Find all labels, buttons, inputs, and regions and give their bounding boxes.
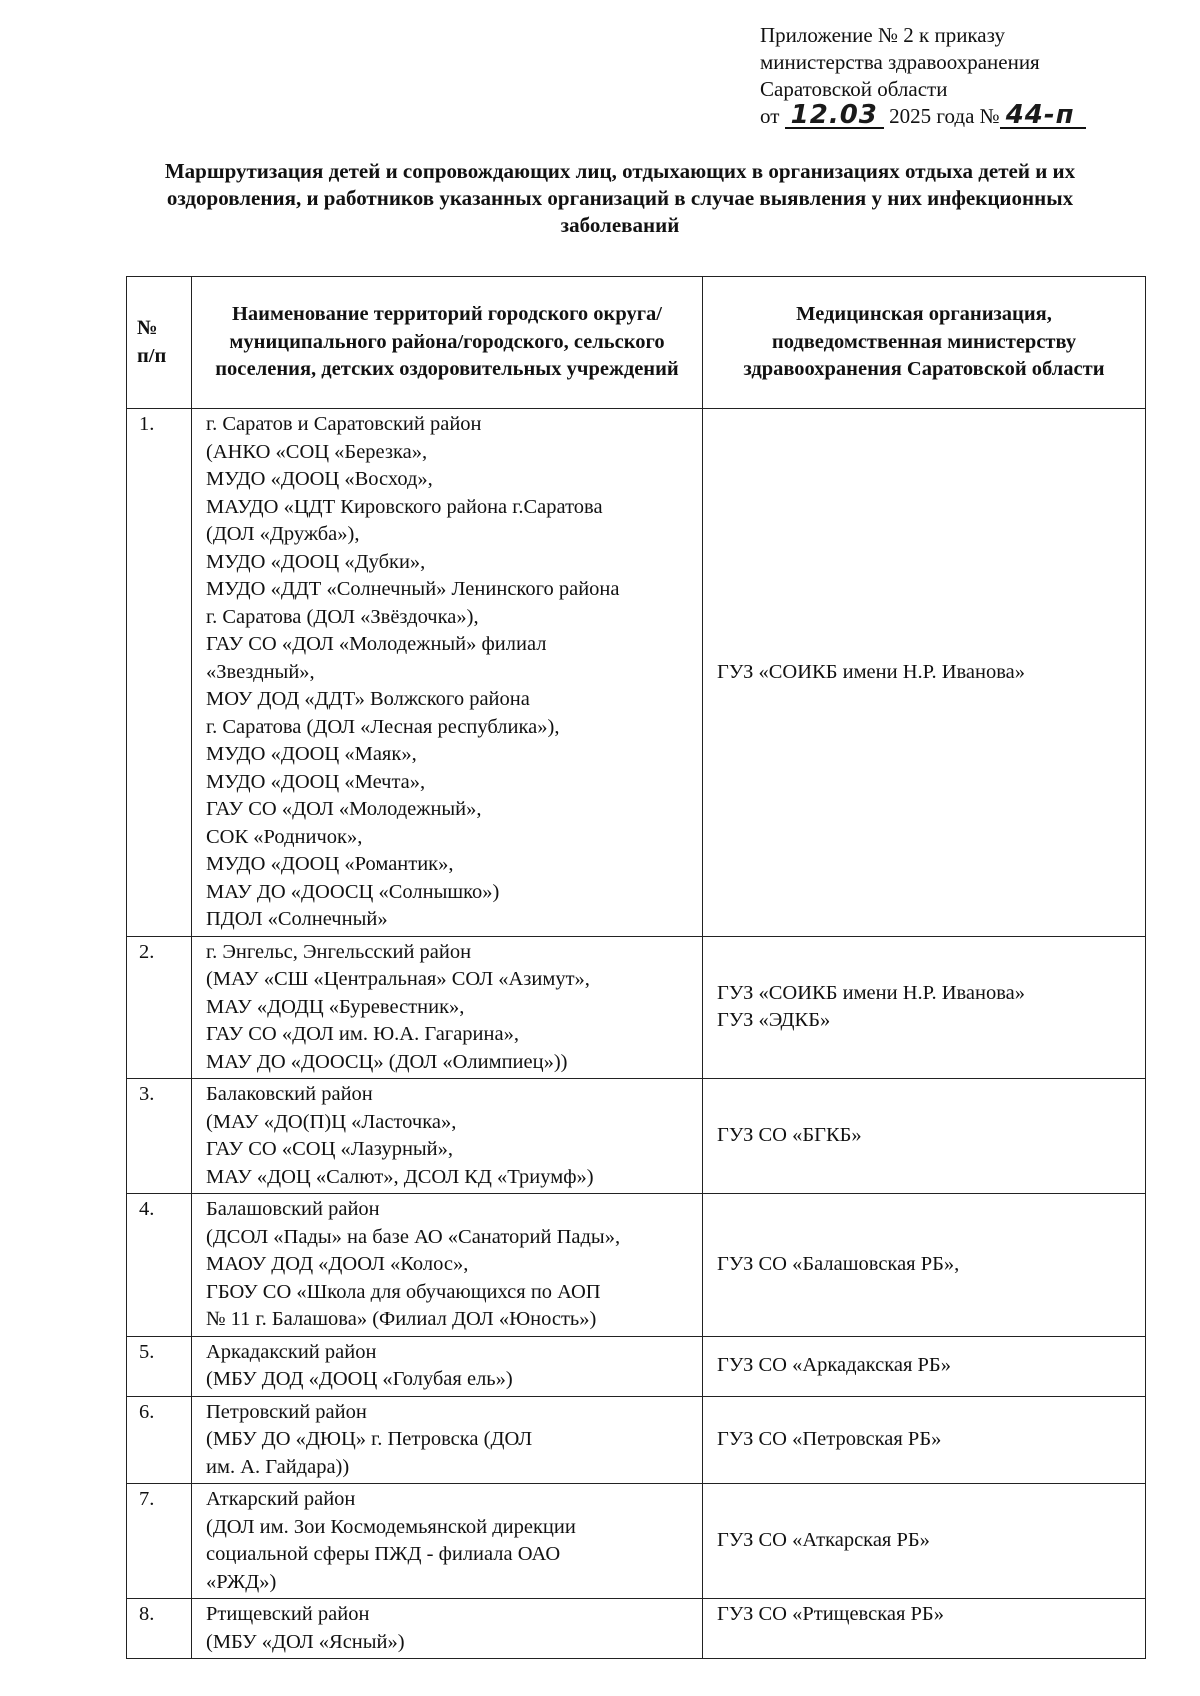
row-territory [192, 1599, 703, 1659]
row-territory [192, 1194, 703, 1337]
medical-organization-line: ГУЗ СО «Аркадакская РБ» [717, 1354, 951, 1377]
table-row [127, 1396, 1146, 1484]
row-territory [192, 1079, 703, 1194]
territory-line: Балаковский район [206, 1083, 373, 1105]
territory-line: (МАУ «СШ «Центральная» СОЛ «Азимут», [206, 968, 590, 990]
row-medical-organization [703, 1194, 1146, 1337]
handwritten-date: 12.03 [785, 103, 884, 129]
routing-table [126, 276, 1146, 1659]
table-row [127, 1194, 1146, 1337]
territory-line: ГАУ СО «ДОЛ им. Ю.А. Гагарина», [206, 1023, 519, 1045]
annex-line-2: министерства здравоохранения [760, 50, 1040, 74]
row-medical-organization [703, 1396, 1146, 1484]
territory-line: МУДО «ДООЦ «Восход», [206, 468, 433, 490]
row-number: 5. [127, 1336, 192, 1396]
territory-line: г. Саратова (ДОЛ «Звёздочка»), [206, 605, 479, 628]
territory-line: МУДО «ДООЦ «Маяк», [206, 743, 417, 765]
annex-order-line [760, 100, 1120, 130]
territory-line: Аткарский район [206, 1488, 356, 1510]
row-territory [192, 1336, 703, 1396]
medical-organization-line: ГУЗ СО «Петровская РБ» [717, 1428, 942, 1450]
row-territory [192, 1396, 703, 1484]
table-row [127, 1079, 1146, 1194]
medical-organization-line: ГУЗ «ЭДКБ» [717, 1009, 831, 1032]
row-medical-organization [703, 1484, 1146, 1599]
territory-line: (МБУ ДОД «ДООЦ «Голубая ель») [206, 1368, 513, 1390]
territory-line: МУДО «ДДТ «Солнечный» Ленинского района [206, 578, 620, 600]
territory-line: МАУ «ДОДЦ «Буревестник», [206, 995, 465, 1018]
territory-line: ГБОУ СО «Школа для обучающихся по АОП [206, 1280, 601, 1303]
territory-line: (МАУ «ДО(П)Ц «Ласточка», [206, 1110, 457, 1133]
territory-line: (МБУ «ДОЛ «Ясный») [206, 1630, 405, 1653]
territory-line: МАУ ДО «ДООСЦ» (ДОЛ «Олимпиец»)) [206, 1050, 568, 1073]
header-medical [703, 277, 1146, 409]
territory-line: социальной сферы ПЖД - филиала ОАО [206, 1543, 561, 1565]
territory-line: ГАУ СО «ДОЛ «Молодежный» филиал [206, 633, 547, 655]
table-row [127, 936, 1146, 1079]
territory-line: г. Саратова (ДОЛ «Лесная республика»), [206, 715, 560, 738]
header-territory-text: Наименование территорий городского округа/ муниципального района/городского, сельского поселения, детских оздоровительных учреждений [215, 303, 679, 381]
row-territory [192, 409, 703, 937]
document-title: Маршрутизация детей и сопровождающих лиц, отдыхающих в организациях отдыха детей и их оздоровления, и работников указанных организаций в случае выявления у них инфекционных заболеваний [164, 159, 1076, 237]
territory-line: Балашовский район [206, 1198, 380, 1220]
territory-line: СОК «Родничок», [206, 825, 363, 848]
annex-header [760, 22, 1120, 130]
row-number: 8. [127, 1599, 192, 1659]
territory-line: МУДО «ДООЦ «Романтик», [206, 853, 454, 875]
annex-year-label: 2025 года № [889, 104, 1000, 128]
medical-organization-line: ГУЗ «СОИКБ имени Н.Р. Иванова» [717, 660, 1026, 683]
territory-line: МАУ «ДОЦ «Салют», ДСОЛ КД «Триумф») [206, 1165, 594, 1188]
table-row [127, 1599, 1146, 1659]
territory-line: Ртищевский район [206, 1603, 370, 1625]
medical-organization-line: ГУЗ СО «Ртищевская РБ» [717, 1603, 944, 1625]
territory-line: «Звездный», [206, 660, 315, 683]
territory-line: ГАУ СО «ДОЛ «Молодежный», [206, 798, 482, 820]
medical-organization-line: ГУЗ СО «БГКБ» [717, 1124, 862, 1147]
territory-line: г. Энгельс, Энгельсский район [206, 940, 472, 963]
territory-line: ГАУ СО «СОЦ «Лазурный», [206, 1138, 454, 1160]
table-row [127, 1336, 1146, 1396]
medical-organization-line: ГУЗ СО «Аткарская РБ» [717, 1529, 930, 1552]
territory-line: № 11 г. Балашова» (Филиал ДОЛ «Юность») [206, 1308, 597, 1330]
territory-line: МАУ ДО «ДООСЦ «Солнышко») [206, 880, 500, 903]
row-number: 4. [127, 1194, 192, 1337]
row-territory [192, 1484, 703, 1599]
medical-organization-line: ГУЗ «СОИКБ имени Н.Р. Иванова» [717, 981, 1026, 1004]
header-medical-text: Медицинская организация, подведомственная министерству здравоохранения Саратовской области [743, 303, 1105, 381]
row-number: 1. [127, 409, 192, 937]
territory-line: Петровский район [206, 1400, 367, 1423]
territory-line: МУДО «ДООЦ «Дубки», [206, 550, 426, 573]
row-medical-organization [703, 1599, 1146, 1659]
territory-line: (АНКО «СОЦ «Березка», [206, 440, 428, 463]
row-medical-organization [703, 1079, 1146, 1194]
header-number-line1: № [137, 317, 158, 339]
territory-line: (ДСОЛ «Пады» на базе АО «Санаторий Пады», [206, 1225, 621, 1248]
row-number: 6. [127, 1396, 192, 1484]
territory-line: Аркадакский район [206, 1340, 377, 1363]
annex-line-1: Приложение № 2 к приказу [760, 23, 1005, 47]
table-row [127, 1484, 1146, 1599]
table-header-row [127, 277, 1146, 409]
territory-line: МОУ ДОД «ДДТ» Волжского района [206, 688, 530, 710]
row-number: 7. [127, 1484, 192, 1599]
territory-line: МАОУ ДОД «ДООЛ «Колос», [206, 1253, 469, 1275]
territory-line: (ДОЛ им. Зои Космодемьянской дирекции [206, 1515, 576, 1538]
territory-line: ПДОЛ «Солнечный» [206, 908, 388, 930]
territory-line: г. Саратов и Саратовский район [206, 413, 482, 435]
row-number: 3. [127, 1079, 192, 1194]
territory-line: «РЖД») [206, 1570, 277, 1593]
row-number: 2. [127, 936, 192, 1079]
medical-organization-line: ГУЗ СО «Балашовская РБ», [717, 1253, 960, 1275]
row-medical-organization [703, 936, 1146, 1079]
row-medical-organization [703, 409, 1146, 937]
territory-line: МУДО «ДООЦ «Мечта», [206, 770, 426, 793]
header-number [127, 277, 192, 409]
table-row [127, 409, 1146, 937]
annex-from-label: от [760, 104, 780, 128]
handwritten-order-number: 44-п [1000, 103, 1086, 129]
row-territory [192, 936, 703, 1079]
header-number-line2: п/п [137, 344, 167, 367]
territory-line: (МБУ ДО «ДЮЦ» г. Петровска (ДОЛ [206, 1428, 533, 1450]
territory-line: МАУДО «ЦДТ Кировского района г.Саратова [206, 495, 603, 518]
annex-line-3: Саратовской области [760, 77, 948, 101]
territory-line: им. А. Гайдара)) [206, 1455, 350, 1478]
row-medical-organization [703, 1336, 1146, 1396]
territory-line: (ДОЛ «Дружба»), [206, 523, 360, 545]
header-territory [192, 277, 703, 409]
